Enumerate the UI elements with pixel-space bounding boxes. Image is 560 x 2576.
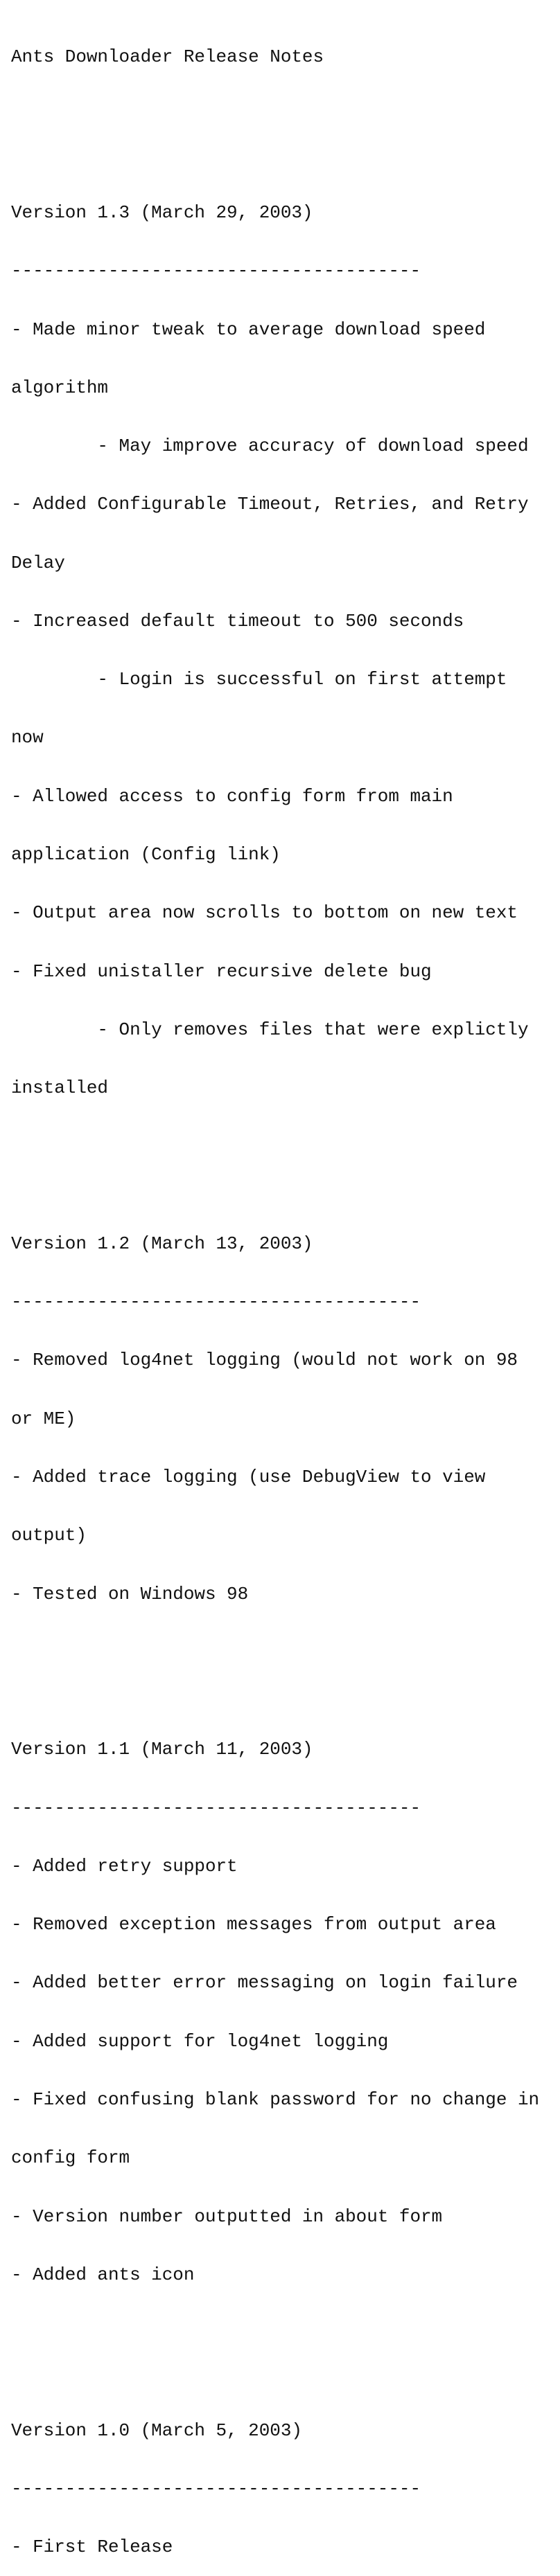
release-notes-document xyxy=(11,8,559,2576)
divider-rule: -------------------------------------- xyxy=(11,260,421,282)
note-line: - Login is successful on first attempt xyxy=(11,669,507,690)
note-line: - Added Configurable Timeout, Retries, and Retry xyxy=(11,494,529,515)
note-line: - May improve accuracy of download speed xyxy=(11,436,529,457)
note-line: or ME) xyxy=(11,1408,76,1429)
note-line: - Fixed confusing blank password for no change in xyxy=(11,2089,540,2111)
note-line: - Only removes files that were explictly xyxy=(11,1019,529,1040)
note-line: - Removed exception messages from output area xyxy=(11,1914,496,1935)
note-line: installed xyxy=(11,1077,108,1099)
document-title: Ants Downloader Release Notes xyxy=(11,46,324,68)
note-line: - Added retry support xyxy=(11,1855,238,1877)
note-line: - Tested on Windows 98 xyxy=(11,1583,249,1604)
note-line: config form xyxy=(11,2147,130,2169)
note-line: - Added support for log4net logging xyxy=(11,2030,389,2052)
note-line: - Removed log4net logging (would not work on 98 xyxy=(11,1350,518,1371)
version-heading: Version 1.0 (March 5, 2003) xyxy=(11,2420,302,2441)
spacer xyxy=(11,1136,559,1156)
note-line: algorithm xyxy=(11,377,108,398)
note-line: - Added ants icon xyxy=(11,2264,195,2285)
note-line: - Version number outputted in about form xyxy=(11,2206,443,2227)
divider-rule: -------------------------------------- xyxy=(11,1797,421,1818)
spacer xyxy=(11,2323,559,2343)
note-line: - Made minor tweak to average download speed xyxy=(11,319,486,340)
note-line: - First Release xyxy=(11,2537,173,2558)
note-line: - Allowed access to config form from main xyxy=(11,785,453,807)
note-line: Delay xyxy=(11,552,65,573)
divider-rule: -------------------------------------- xyxy=(11,2478,421,2499)
note-line: - Increased default timeout to 500 seconds xyxy=(11,610,464,632)
note-line: now xyxy=(11,727,44,749)
note-line: - Added better error messaging on login failure xyxy=(11,1972,518,1994)
note-line: application (Config link) xyxy=(11,844,281,866)
spacer xyxy=(11,1643,559,1662)
version-heading: Version 1.2 (March 13, 2003) xyxy=(11,1233,313,1254)
note-line: - Fixed unistaller recursive delete bug xyxy=(11,960,432,982)
version-heading: Version 1.3 (March 29, 2003) xyxy=(11,202,313,223)
version-heading: Version 1.1 (March 11, 2003) xyxy=(11,1739,313,1760)
divider-rule: -------------------------------------- xyxy=(11,1291,421,1313)
note-line: - Output area now scrolls to bottom on new text xyxy=(11,902,518,924)
note-line: output) xyxy=(11,1525,87,1546)
spacer xyxy=(11,105,559,125)
note-line: - Added trace logging (use DebugView to view xyxy=(11,1467,486,1488)
